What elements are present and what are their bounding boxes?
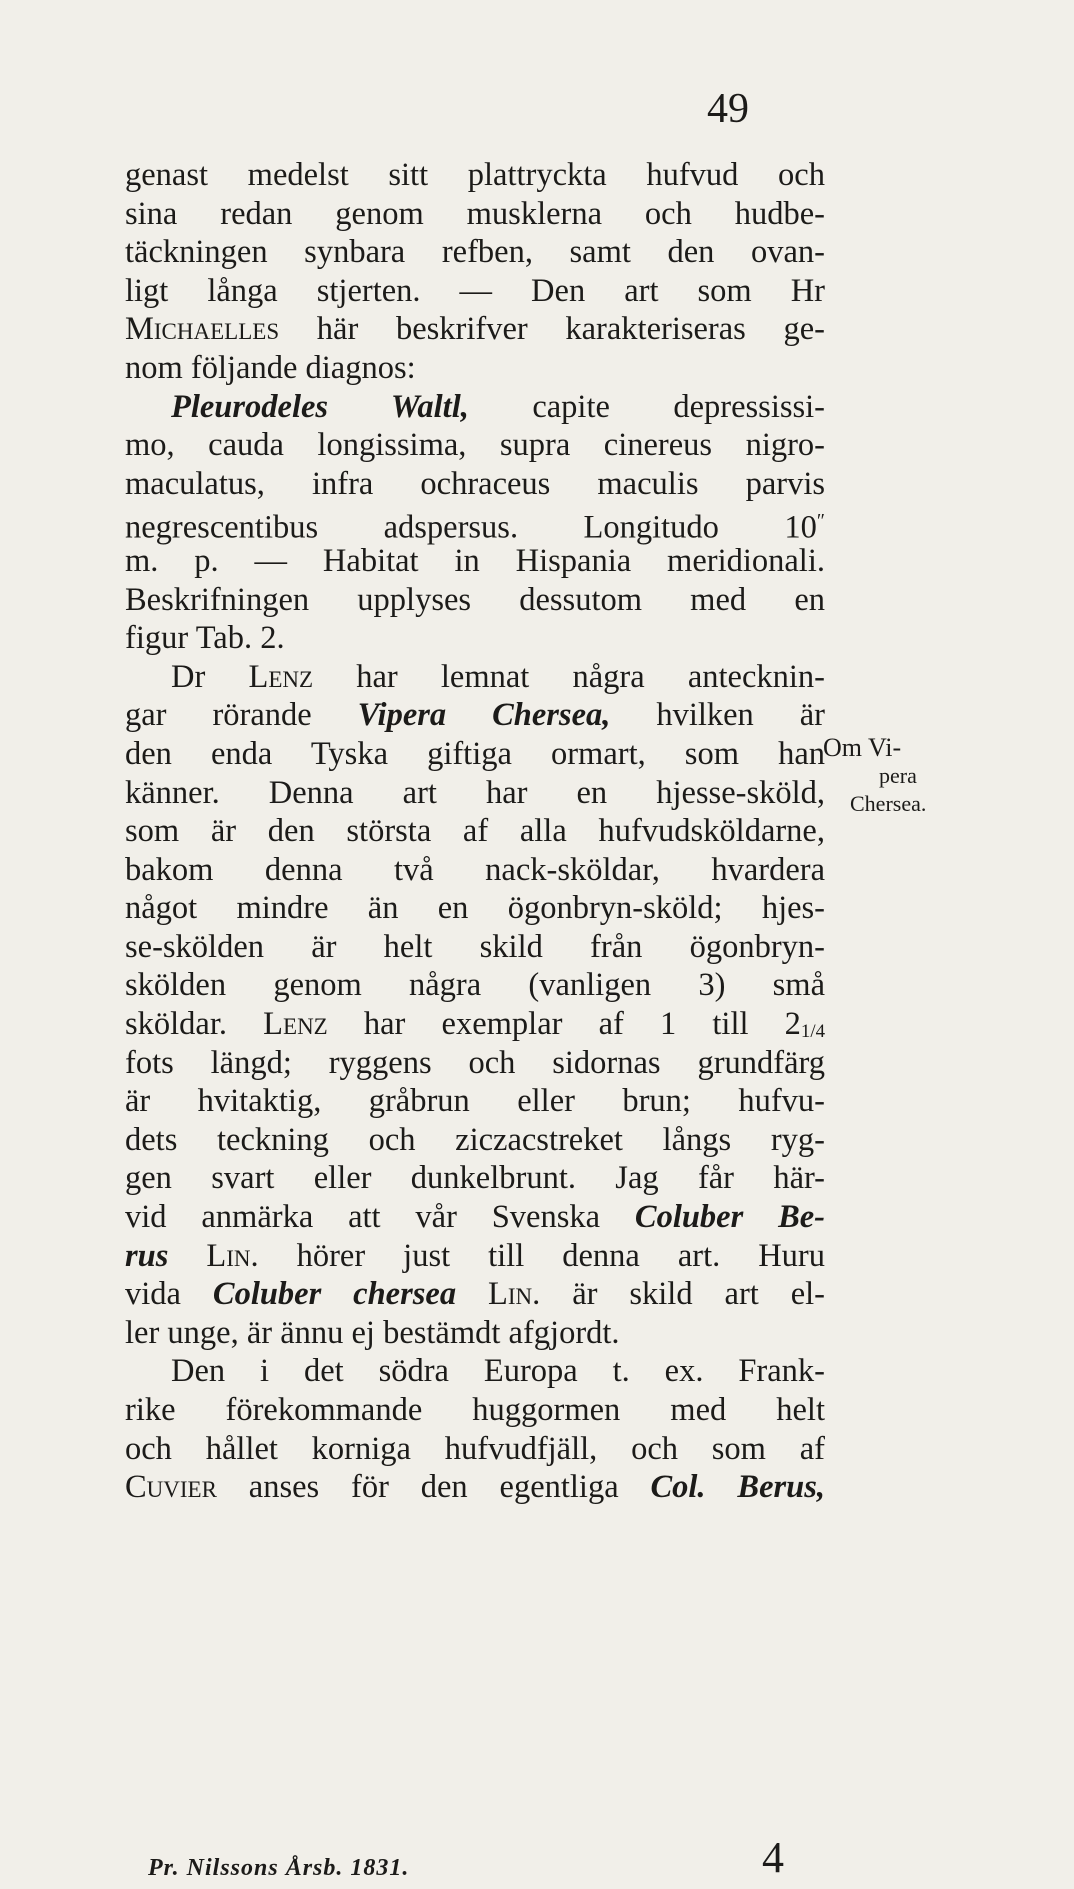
text-line <box>125 658 825 697</box>
text-span: vida <box>125 1276 213 1313</box>
text-line: Den i det södra Europa t. ex. Frank- <box>171 1353 825 1390</box>
margin-note-line: Om Vi- <box>823 733 902 762</box>
text-line: fots längd; ryggens och sidornas grundfärg <box>125 1044 825 1081</box>
text-line: känner. Denna art har en hjesse-sköld, <box>125 774 825 811</box>
text-line: maculatus, infra ochraceus maculis parvis <box>125 465 825 502</box>
text-line: Beskrifningen upplyses dessutom med en <box>125 581 825 618</box>
author-name: Lenz <box>248 658 314 695</box>
text-line: är hvitaktig, gråbrun eller brun; hufvu- <box>125 1083 825 1120</box>
author-name: Cuvier <box>125 1469 217 1506</box>
text-span: Dr <box>171 658 249 695</box>
margin-note-line: Chersea. <box>850 791 927 816</box>
text-line: skölden genom några (vanligen 3) små <box>125 967 825 1004</box>
text-span: vid anmärka att vår Svenska <box>125 1199 635 1236</box>
text-line <box>125 696 825 735</box>
text-span: hörer just till denna art. Huru <box>258 1237 825 1274</box>
text-line: och hållet korniga hufvudfjäll, och som af <box>125 1430 825 1467</box>
text-line <box>125 388 825 427</box>
species-name: Coluber chersea <box>212 1276 457 1313</box>
text-line: dets teckning och ziczacstreket långs ryg- <box>125 1121 825 1158</box>
text-span: sköldar. <box>125 1006 264 1043</box>
text-span: negrescentibus adspersus. Longitudo 10 <box>125 510 817 547</box>
species-name: Vipera Chersea, <box>357 697 611 734</box>
author-name: Michaelles <box>125 311 280 348</box>
text-line: täckningen synbara refben, samt den ovan- <box>125 234 825 271</box>
species-name: Coluber Be- <box>634 1199 826 1236</box>
author-name: Lenz <box>263 1006 328 1043</box>
author-name: Lin. <box>456 1276 541 1313</box>
text-line: nom följande diagnos: <box>125 349 416 386</box>
text-line <box>125 503 825 547</box>
text-span: capite depressissi- <box>468 388 826 425</box>
printer-signature: Pr. Nilssons Årsb. 1831. <box>148 1855 410 1881</box>
text-line: något mindre än en ögonbryn-sköld; hjes- <box>125 890 825 927</box>
page-number: 49 <box>707 86 749 132</box>
text-line <box>125 1237 825 1276</box>
text-line: ler unge, är ännu ej bestämdt afgjordt. <box>125 1314 620 1351</box>
text-line: rike förekommande huggormen med helt <box>125 1392 825 1428</box>
author-name: Lin. <box>168 1237 259 1274</box>
text-span: har lemnat några antecknin- <box>313 658 825 695</box>
signature-mark: 4 <box>762 1833 784 1882</box>
text-line: mo, cauda longissima, supra cinereus nigro- <box>125 427 825 464</box>
text-span: är skild art el- <box>540 1276 825 1313</box>
text-line: se-skölden är helt skild från ögonbryn- <box>125 928 825 965</box>
text-span: här beskrifver karakteriseras ge- <box>279 311 825 348</box>
text-line <box>125 1275 825 1314</box>
text-span: har exemplar af 1 till 2 <box>327 1006 801 1043</box>
text-span: anses för den egentliga <box>216 1469 651 1506</box>
species-name: rus <box>125 1237 169 1274</box>
margin-note-line: pera <box>879 763 917 788</box>
text-span: gar rörande <box>125 697 358 734</box>
text-line <box>125 1468 825 1507</box>
inch-mark: ″ <box>816 511 825 533</box>
text-line: som är den största af alla hufvudsköldarne, <box>125 813 825 850</box>
text-line: bakom denna två nack-sköldar, hvardera <box>125 851 825 888</box>
body-text <box>125 156 825 1507</box>
text-line: genast medelst sitt plattryckta hufvud och <box>125 157 825 193</box>
species-name: Pleurodeles Waltl, <box>171 388 469 425</box>
fraction: 1/4 <box>800 1020 825 1042</box>
species-name: Col. Berus, <box>650 1469 825 1506</box>
text-line: ligt långa stjerten. — Den art som Hr <box>125 272 825 309</box>
margin-note <box>823 734 1068 818</box>
text-line: figur Tab. 2. <box>125 620 285 657</box>
text-line <box>125 1198 825 1237</box>
text-line: sina redan genom musklerna och hudbe- <box>125 195 825 232</box>
text-line: m. p. — Habitat in Hispania meridionali. <box>125 542 825 579</box>
text-line: gen svart eller dunkelbrunt. Jag får här- <box>125 1160 825 1197</box>
text-span: hvilken är <box>610 697 826 734</box>
text-line <box>125 1005 825 1044</box>
text-line: den enda Tyska giftiga ormart, som han <box>125 735 825 772</box>
text-line <box>125 310 825 349</box>
